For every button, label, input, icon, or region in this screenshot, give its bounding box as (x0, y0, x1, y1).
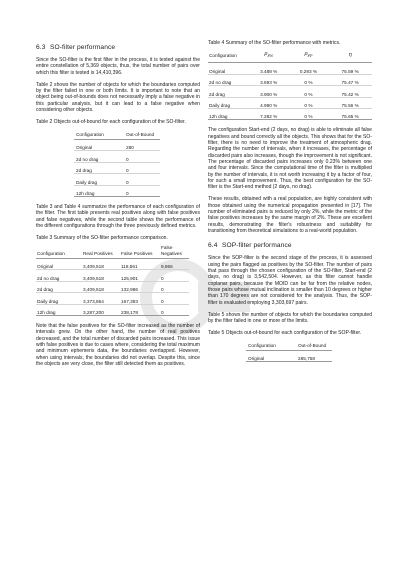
table-row: Original 285,758 (246, 351, 332, 362)
paragraph: The configuration Start-end (2 days, no drag) is able to eliminate all false negatives and bound correctly all the objects. This shows that for the SO-filter, there is no need to improve the treatment of atmospheric drag. Regarding the number of intervals, when it increases, the percentage of discarded pairs also increases, though the improvement is not significant. The percentage of discarded pairs increases only 0.23% between one and four intervals. Since the computational time of the filter is multiplied by the number of intervals, it is not worth increasing it by a factor of four, for such a small improvement. Thus, the best configuration for the SO-filter is the Start-end method (2 days, no drag). (208, 127, 372, 191)
paragraph: Table 3 and Table 4 summarize the performance of each configuration of the filter. The first table presents real positives along with false positives and false negatives, while the second table shows the performance of the different configurations through the three previously defined metrics. (36, 204, 200, 230)
paragraph: Note that the false positives for the SO-filter increased as the number of intervals grew. On the other hand, the number of real positives decreased, and the total number of discarded pairs increased. This issue with false positives is due to cases where, considering the total maximum and minimum ephemeris data, the boundaries overlapped. However, when using intervals, the boundaries did not overlap. Despite this, since the objects are very close, the filter still detected them as positives. (36, 323, 200, 368)
left-column (36, 44, 200, 373)
table-header-row: Configuration Real Positives False Positives False Negatives (36, 245, 189, 258)
table-header-row: Configuration Out-of-Bound (246, 340, 332, 351)
paragraph: These results, obtained with a real population, are highly consistent with those obtained using the numerical propagation presented in [17]. The number of eliminated pairs is reduced by only 2%, while the metric of the false positives increases by the same margin of 2%. These are excellent results, demonstrating the filter's robustness and suitability for transitioning from theoretical simulations to a real-world population. (208, 196, 372, 234)
paragraph: Table 2 shows the number of objects for which the boundaries computed by the filter failed in one or both limits. It is important to note that an object being out-of-bounds does not necessarily imply a false negative in this particular analysis, but it can lead to a false negative when considering other objects. (36, 81, 200, 113)
table-row: Original 3,409,518 118,561 9,966 (36, 259, 189, 270)
table-row: 2d drag 3,409,518 132,986 0 (36, 281, 189, 292)
table-row: 2d drag 3.900 % 0 % 75.42 % (208, 86, 372, 97)
table-row: Daily drag 3,373,864 167,393 0 (36, 293, 189, 304)
table-row: 2d no drag 3,409,518 125,901 0 (36, 270, 189, 281)
table-row: Daily drag 4.990 % 0 % 75.56 % (208, 97, 372, 108)
table-row: 2d drag 0 (74, 162, 160, 173)
rho-fn-symbol: $\rho_{FN}$ (264, 51, 274, 59)
table-2 (74, 129, 160, 197)
table-3 (36, 245, 189, 316)
table-row: 12h drag 7.282 % 0 % 75.65 % (208, 108, 372, 119)
table-4-caption: Table 4 Summary of the SO-filter performance with metrics. (208, 40, 341, 46)
table-row: 2d no drag 0 (74, 151, 160, 162)
table-row: Daily drag 0 (74, 174, 160, 185)
table-header-row: Configuration Out-of-Bound (74, 129, 160, 140)
rho-fp-symbol: $\rho_{FP}$ (304, 51, 313, 59)
table-row: Original 280 (74, 140, 160, 151)
table-row: 12h drag 0 (74, 185, 160, 196)
table-header-row: Configuration $\rho_{FN}$ $\rho_{FP}$ η (208, 50, 372, 63)
table-2-caption: Table 2 Objects out-of-bound for each configuration of the SO-filter. (36, 118, 186, 125)
table-3-caption: Table 3 Summary of the SO-filter performance comparison. (36, 234, 168, 241)
table-row: 12h drag 3,287,200 238,178 0 (36, 304, 189, 315)
table-5-caption: Table 5 Objects out-of-bound for each configuration of the SOP-filter. (208, 329, 362, 336)
table-row: Original 3.488 % 0.293 % 75.59 % (208, 63, 372, 74)
table-row: 2d no drag 3.693 % 0 % 75.47 % (208, 74, 372, 85)
section-heading-6-4: 6.4 SOP-filter performance (208, 242, 292, 250)
paragraph: Since the SO-filter is the first filter in the process, it is tested against the entire constellation of 5,369 objects, thus, the total number of pairs over which this filter is tested is 14,410,396. (36, 57, 200, 76)
paragraph: Table 5 shows the number of objects for which the boundaries computed by the filter failed in one or more of the limits. (208, 311, 372, 324)
paragraph: Since the SOP-filter is the second stage of the process, it is assessed using the pairs flagged as positives by the SO-filter. The number of pairs that pass through the chosen configuration of the SO-filter, Start-end (2 days, no drag) is 3,542,504. However, as this filter cannot handle coplanar pairs, because the MOID can be far from the relative nodes, those pairs whose mutual inclination is smaller than 10 degrees or higher than 170 degrees are not considered for the analysis. Thus, the SOP-filter is evaluated employing 3,303,697 pairs. (208, 255, 372, 306)
table-4 (208, 50, 372, 120)
section-heading-6-3: 6.3 SO-filter performance (36, 44, 116, 51)
eta-symbol: η (348, 52, 352, 59)
right-column (208, 40, 372, 369)
table-5 (246, 340, 332, 362)
